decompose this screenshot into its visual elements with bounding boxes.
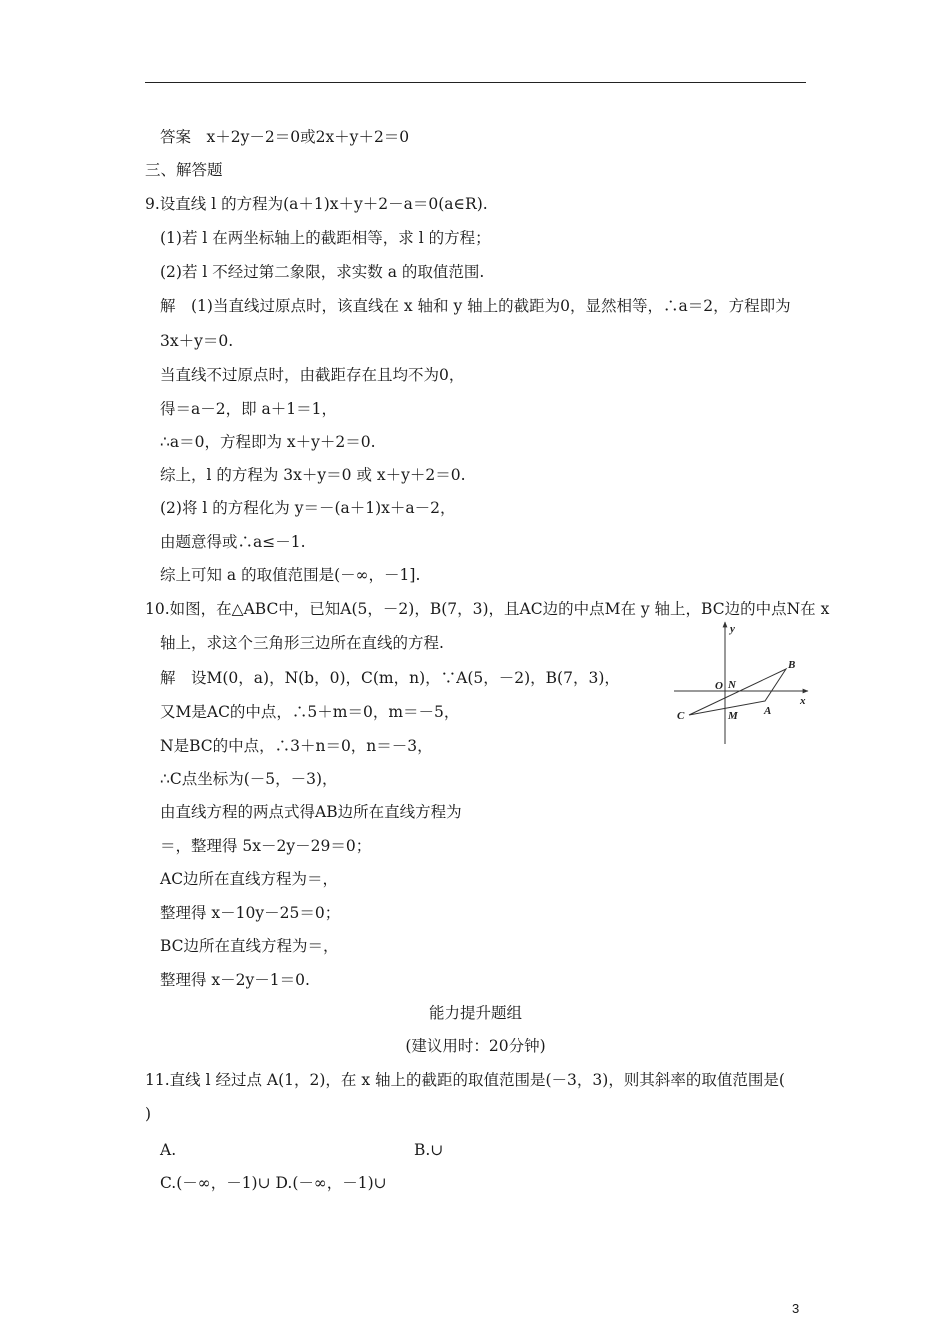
- question-10-cont: 轴上，求这个三角形三边所在直线的方程.: [160, 634, 444, 652]
- axis-label-x: x: [800, 695, 806, 707]
- axis-label-y: y: [730, 623, 735, 635]
- solution-9-line: 由题意得或∴a≤－1.: [160, 533, 306, 551]
- solution-10-line: N是BC的中点，∴3＋n＝0，n＝－3，: [160, 737, 433, 755]
- option-c-d: C.(－∞，－1)∪ D.(－∞，－1)∪: [160, 1174, 387, 1192]
- solution-10-line: ＝，整理得 5x－2y－29＝0；: [160, 837, 372, 855]
- solution-9-line: 综上可知 a 的取值范围是(－∞，－1].: [160, 566, 421, 584]
- question-9-part-1: (1)若 l 在两坐标轴上的截距相等，求 l 的方程；: [160, 229, 491, 247]
- solution-10-line: 解 设M(0，a)，N(b，0)，C(m，n)，∵A(5，－2)，B(7，3)，: [160, 669, 620, 687]
- label-o: O: [715, 680, 723, 692]
- label-c: C: [677, 710, 685, 722]
- solution-10-line: BC边所在直线方程为＝，: [160, 937, 339, 955]
- solution-9-line: (2)将 l 的方程化为 y＝－(a＋1)x＋a－2，: [160, 499, 456, 517]
- solution-9-line: ∴a＝0，方程即为 x＋y＋2＝0.: [160, 433, 376, 451]
- answer-8: 答案 x＋2y－2＝0或2x＋y＋2＝0: [160, 128, 410, 146]
- label-m: M: [728, 710, 738, 722]
- label-a: A: [764, 705, 772, 717]
- suggested-time: (建议用时：20分钟): [405, 1037, 546, 1055]
- solution-9-line: 得＝a－2，即 a＋1＝1，: [160, 400, 337, 418]
- solution-10-line: 整理得 x－10y－25＝0；: [160, 904, 341, 922]
- label-n: N: [728, 679, 736, 691]
- question-9-part-2: (2)若 l 不经过第二象限，求实数 a 的取值范围.: [160, 263, 485, 281]
- option-a: A.: [160, 1141, 177, 1159]
- solution-10-line: 由直线方程的两点式得AB边所在直线方程为: [160, 803, 462, 821]
- solution-10-line: AC边所在直线方程为＝，: [160, 870, 339, 888]
- solution-9-line: 解 (1)当直线过原点时，该直线在 x 轴和 y 轴上的截距为0，显然相等，∴a＝2，方程即为: [160, 297, 791, 315]
- triangle-abc: [689, 669, 786, 715]
- solution-9-line: 3x＋y＝0.: [160, 332, 234, 350]
- question-11-cont: ): [145, 1105, 152, 1123]
- question-9: 9.设直线 l 的方程为(a＋1)x＋y＋2－a＝0(a∈R).: [145, 195, 488, 213]
- section-heading: 三、解答题: [145, 161, 223, 179]
- option-b: B.∪: [414, 1141, 444, 1159]
- solution-10-line: 整理得 x－2y－1＝0.: [160, 971, 310, 989]
- solution-9-line: 当直线不过原点时，由截距存在且均不为0，: [160, 366, 465, 384]
- solution-9-line: 综上，l 的方程为 3x＋y＝0 或 x＋y＋2＝0.: [160, 466, 466, 484]
- question-10: 10.如图，在△ABC中，已知A(5，－2)，B(7，3)，且AC边的中点M在 y 轴上，BC边的中点N在 x: [145, 600, 830, 618]
- triangle-figure: [668, 618, 818, 748]
- label-b: B: [788, 659, 796, 671]
- solution-10-line: ∴C点坐标为(－5，－3)，: [160, 770, 338, 788]
- question-11: 11.直线 l 经过点 A(1，2)，在 x 轴上的截距的取值范围是(－3，3)，则其斜率的取值范围是(: [145, 1071, 785, 1089]
- page-number: 3: [792, 1301, 800, 1316]
- group-title: 能力提升题组: [428, 1004, 522, 1022]
- solution-10-line: 又M是AC的中点，∴5＋m＝0，m＝－5，: [160, 703, 460, 721]
- header-rule: [145, 82, 806, 83]
